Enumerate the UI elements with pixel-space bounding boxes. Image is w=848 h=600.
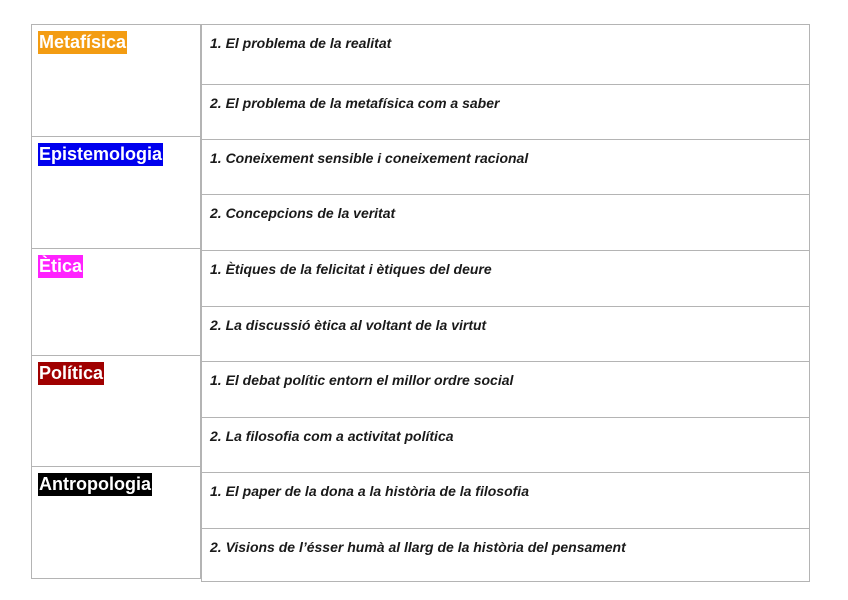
category-cell-epistemologia bbox=[31, 136, 201, 248]
category-label-politica: Política bbox=[39, 363, 104, 383]
category-label-epistemologia: Epistemologia bbox=[39, 144, 163, 164]
category-label-metafisica: Metafísica bbox=[39, 32, 127, 52]
category-cell-antropologia bbox=[31, 466, 201, 579]
category-cell-politica bbox=[31, 355, 201, 466]
topic-text: 1. Coneixement sensible i coneixement racional bbox=[210, 150, 529, 166]
topic-text: 2. Concepcions de la veritat bbox=[210, 205, 396, 221]
topics-table bbox=[201, 24, 810, 582]
topic-text: 2. El problema de la metafísica com a saber bbox=[210, 95, 500, 111]
topic-row bbox=[202, 84, 809, 139]
topic-row bbox=[202, 417, 809, 472]
topic-text: 1. El debat polític entorn el millor ordre social bbox=[210, 372, 514, 388]
topic-text: 2. Visions de l’ésser humà al llarg de la història del pensament bbox=[210, 539, 626, 555]
topic-text: 1. El paper de la dona a la història de la filosofia bbox=[210, 483, 529, 499]
topic-row bbox=[202, 25, 809, 84]
category-label-antropologia: Antropologia bbox=[39, 474, 151, 494]
category-cell-etica bbox=[31, 248, 201, 355]
topic-row bbox=[202, 139, 809, 194]
topic-row bbox=[202, 361, 809, 417]
topic-text: 2. La discussió ètica al voltant de la virtut bbox=[210, 317, 487, 333]
category-label-etica: Ètica bbox=[39, 256, 83, 276]
category-cell-metafisica bbox=[31, 24, 201, 136]
topic-row bbox=[202, 194, 809, 250]
topic-text: 1. Ètiques de la felicitat i ètiques del deure bbox=[210, 261, 492, 277]
topic-row bbox=[202, 306, 809, 361]
topic-text: 2. La filosofia com a activitat política bbox=[210, 428, 454, 444]
topic-row bbox=[202, 472, 809, 528]
topic-row bbox=[202, 528, 809, 581]
topic-text: 1. El problema de la realitat bbox=[210, 35, 392, 51]
topic-row bbox=[202, 250, 809, 306]
